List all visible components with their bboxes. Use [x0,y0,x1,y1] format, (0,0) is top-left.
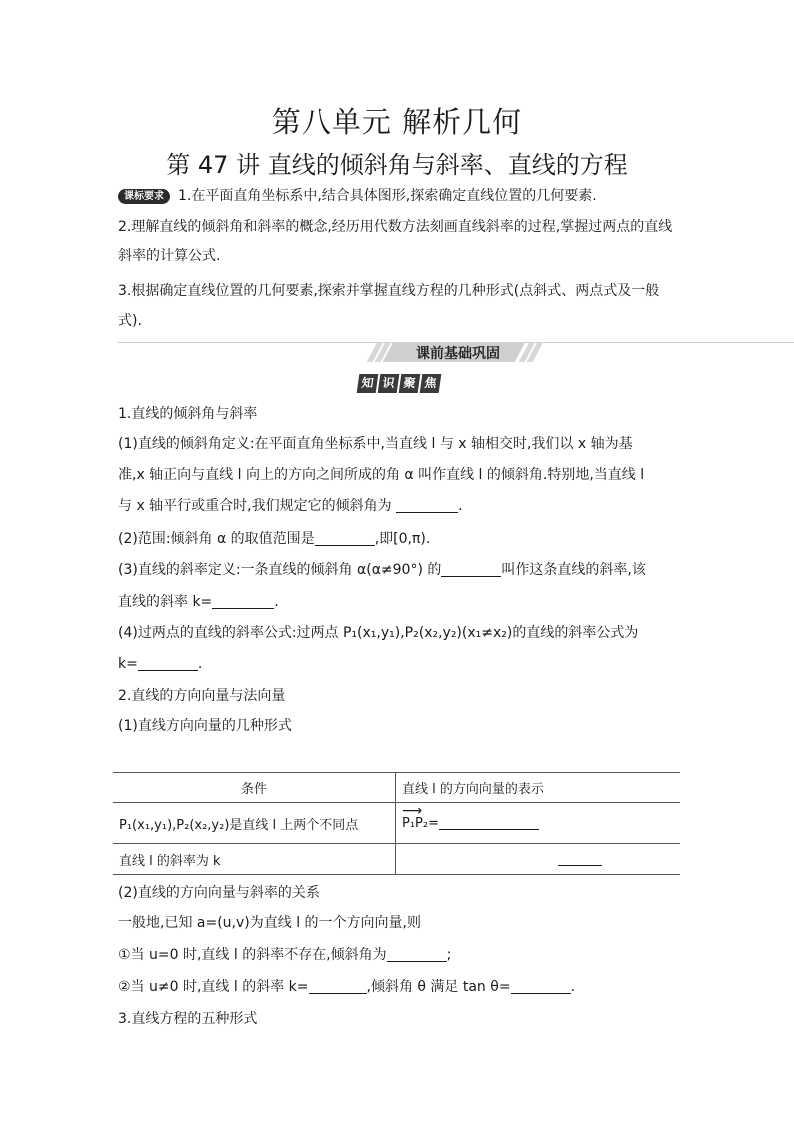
requirements-badge: 课标要求 [118,189,170,204]
s1-p3-line2: 直线的斜率 k= . [118,594,279,610]
table-row2-condition: 直线 l 的斜率为 k [113,844,396,875]
table-row2-expression [396,844,681,875]
lesson-title: 第 47 讲 直线的倾斜角与斜率、直线的方程 [166,151,628,179]
s2-p7: ②当 u≠0 时,直线 l 的斜率 k= ,倾斜角 θ 满足 tan θ= . [118,979,576,995]
unit-title: 第八单元 解析几何 [271,105,523,139]
s1-p1-line1: (1)直线的倾斜角定义:在平面直角坐标系中,当直线 l 与 x 轴相交时,我们以 x 轴为基 [118,436,633,452]
knowledge-focus-tag: 知 识 聚 焦 [358,374,440,394]
requirement-item-2-line2: 斜率的计算公式. [118,248,221,264]
table-row1-expression: ⟶ P₁P₂= [396,803,681,844]
direction-vector-table [113,772,680,875]
table-header-representation: 直线 l 的方向向量的表示 [396,773,681,803]
blank-horizontal-angle [396,498,458,513]
s2-sub1: (1)直线方向向量的几种形式 [118,718,292,734]
blank-slope-from-vector [309,979,367,994]
blank-two-point-slope [138,656,198,671]
blank-slope-definition [441,562,501,577]
blank-vector-p1p2 [439,815,539,830]
blank-vertical-angle [387,947,447,962]
requirement-item-3-line2: 式). [118,313,142,329]
s1-p3-line1: (3)直线的斜率定义:一条直线的倾斜角 α(α≠90°) 的 叫作这条直线的斜率,该 [118,562,646,578]
section-1-heading: 1.直线的倾斜角与斜率 [118,406,258,422]
s1-p4-line1: (4)过两点的直线的斜率公式:过两点 P₁(x₁,y₁),P₂(x₂,y₂)(x₁≠x₂)的直线的斜率公式为 [118,625,639,641]
blank-tan-theta [511,979,571,994]
section-banner: 课前基础巩固 [416,346,500,362]
s2-p5: 一般地,已知 a=(u,v)为直线 l 的一个方向向量,则 [118,915,421,931]
section-3-heading: 3.直线方程的五种形式 [118,1011,258,1027]
requirement-item-1: 课标要求 1.在平面直角坐标系中,结合具体图形,探索确定直线位置的几何要素. [118,187,597,205]
requirement-item-3-line1: 3.根据确定直线位置的几何要素,探索并掌握直线方程的几种形式(点斜式、两点式及一般 [118,283,660,299]
s1-p1-line3: 与 x 轴平行或重合时,我们规定它的倾斜角为 . [118,498,463,514]
blank-slope-formula [212,594,274,609]
table-row1-condition: P₁(x₁,y₁),P₂(x₂,y₂)是直线 l 上两个不同点 [113,803,396,844]
blank-angle-range [315,531,375,546]
table-header-condition: 条件 [113,773,396,803]
s1-p2: (2)范围:倾斜角 α 的取值范围是 ,即[0,π). [118,531,431,547]
s2-sub2: (2)直线的方向向量与斜率的关系 [118,885,320,901]
s1-p4-line2: k= . [118,656,203,672]
blank-vector-k [558,851,602,866]
s1-p1-line2: 准,x 轴正向与直线 l 向上的方向之间所成的角 α 叫作直线 l 的倾斜角.特别地,当直线 l [118,467,645,483]
requirement-item-2-line1: 2.理解直线的倾斜角和斜率的概念,经历用代数方法刻画直线斜率的过程,掌握过两点的直线 [118,219,673,235]
s2-p6: ①当 u=0 时,直线 l 的斜率不存在,倾斜角为 ; [118,947,452,963]
section-2-heading: 2.直线的方向向量与法向量 [118,688,286,704]
